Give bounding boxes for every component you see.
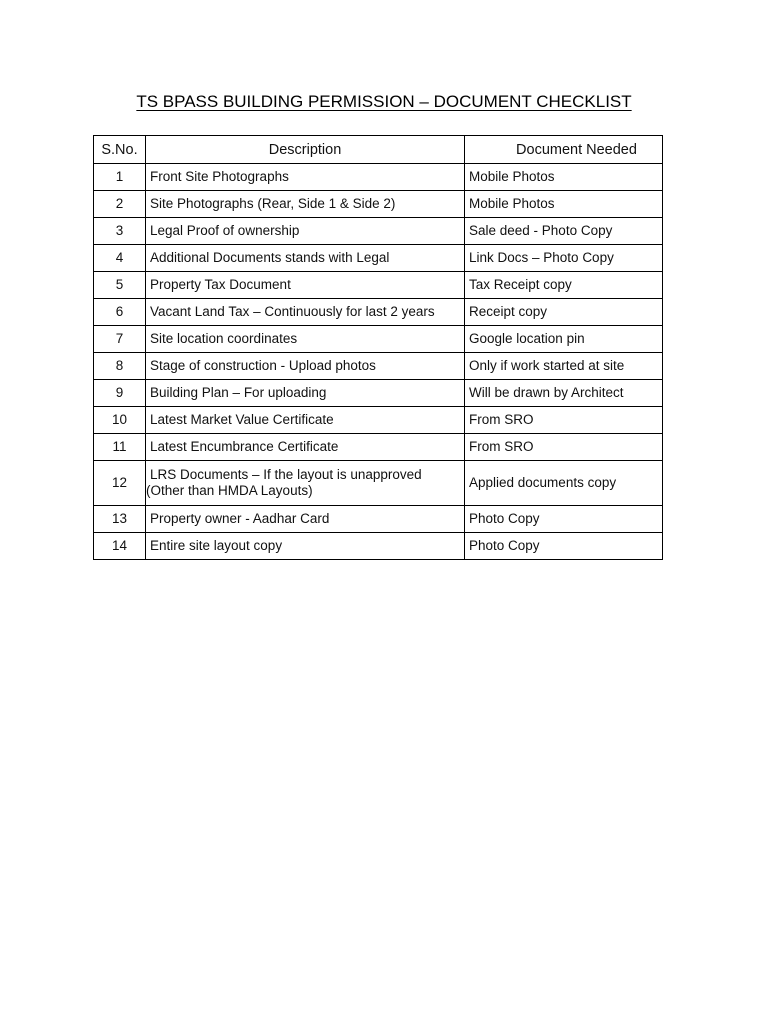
row-sno: 7 <box>94 326 146 353</box>
row-sno: 1 <box>94 164 146 191</box>
row-description: Vacant Land Tax – Continuously for last 2 years <box>146 299 465 326</box>
row-document: From SRO <box>465 407 663 434</box>
table-row <box>94 506 663 533</box>
row-document: Mobile Photos <box>465 164 663 191</box>
row-sno: 8 <box>94 353 146 380</box>
table-row <box>94 326 663 353</box>
row-document: Will be drawn by Architect <box>465 380 663 407</box>
row-description <box>146 461 465 506</box>
row-description: Site location coordinates <box>146 326 465 353</box>
table-row <box>94 191 663 218</box>
row-sno: 11 <box>94 434 146 461</box>
row-sno: 13 <box>94 506 146 533</box>
row-description-line2: (Other than HMDA Layouts) <box>146 483 313 498</box>
row-description: Legal Proof of ownership <box>146 218 465 245</box>
row-document: Receipt copy <box>465 299 663 326</box>
row-sno: 2 <box>94 191 146 218</box>
table-header-row <box>94 136 663 164</box>
table-row <box>94 380 663 407</box>
row-description: Property owner - Aadhar Card <box>146 506 465 533</box>
row-sno: 4 <box>94 245 146 272</box>
table-row <box>94 164 663 191</box>
table-row <box>94 353 663 380</box>
header-document-needed: Document Needed <box>465 136 663 164</box>
table-row <box>94 434 663 461</box>
table-row <box>94 218 663 245</box>
table-row <box>94 299 663 326</box>
row-sno: 5 <box>94 272 146 299</box>
table-row <box>94 533 663 560</box>
header-sno: S.No. <box>94 136 146 164</box>
row-document: Link Docs – Photo Copy <box>465 245 663 272</box>
row-description: Latest Market Value Certificate <box>146 407 465 434</box>
row-description: Stage of construction - Upload photos <box>146 353 465 380</box>
table-row <box>94 272 663 299</box>
table-row <box>94 245 663 272</box>
page-title: TS BPASS BUILDING PERMISSION – DOCUMENT CHECKLIST <box>136 92 632 111</box>
row-description: Entire site layout copy <box>146 533 465 560</box>
row-document: Sale deed - Photo Copy <box>465 218 663 245</box>
row-document: Tax Receipt copy <box>465 272 663 299</box>
row-document: Mobile Photos <box>465 191 663 218</box>
row-sno: 6 <box>94 299 146 326</box>
row-document: Applied documents copy <box>465 461 663 506</box>
row-description: Property Tax Document <box>146 272 465 299</box>
row-sno: 3 <box>94 218 146 245</box>
row-document: From SRO <box>465 434 663 461</box>
row-description: Front Site Photographs <box>146 164 465 191</box>
row-document: Photo Copy <box>465 506 663 533</box>
row-description-line1: LRS Documents – If the layout is unapproved <box>150 467 422 482</box>
row-document: Photo Copy <box>465 533 663 560</box>
row-document: Only if work started at site <box>465 353 663 380</box>
header-description: Description <box>146 136 465 164</box>
row-description: Additional Documents stands with Legal <box>146 245 465 272</box>
row-sno: 14 <box>94 533 146 560</box>
row-document: Google location pin <box>465 326 663 353</box>
row-sno: 12 <box>94 461 146 506</box>
row-sno: 9 <box>94 380 146 407</box>
document-checklist-table <box>93 135 663 560</box>
row-description: Site Photographs (Rear, Side 1 & Side 2) <box>146 191 465 218</box>
table-row <box>94 407 663 434</box>
table-row <box>94 461 663 506</box>
row-sno: 10 <box>94 407 146 434</box>
row-description: Building Plan – For uploading <box>146 380 465 407</box>
row-description: Latest Encumbrance Certificate <box>146 434 465 461</box>
